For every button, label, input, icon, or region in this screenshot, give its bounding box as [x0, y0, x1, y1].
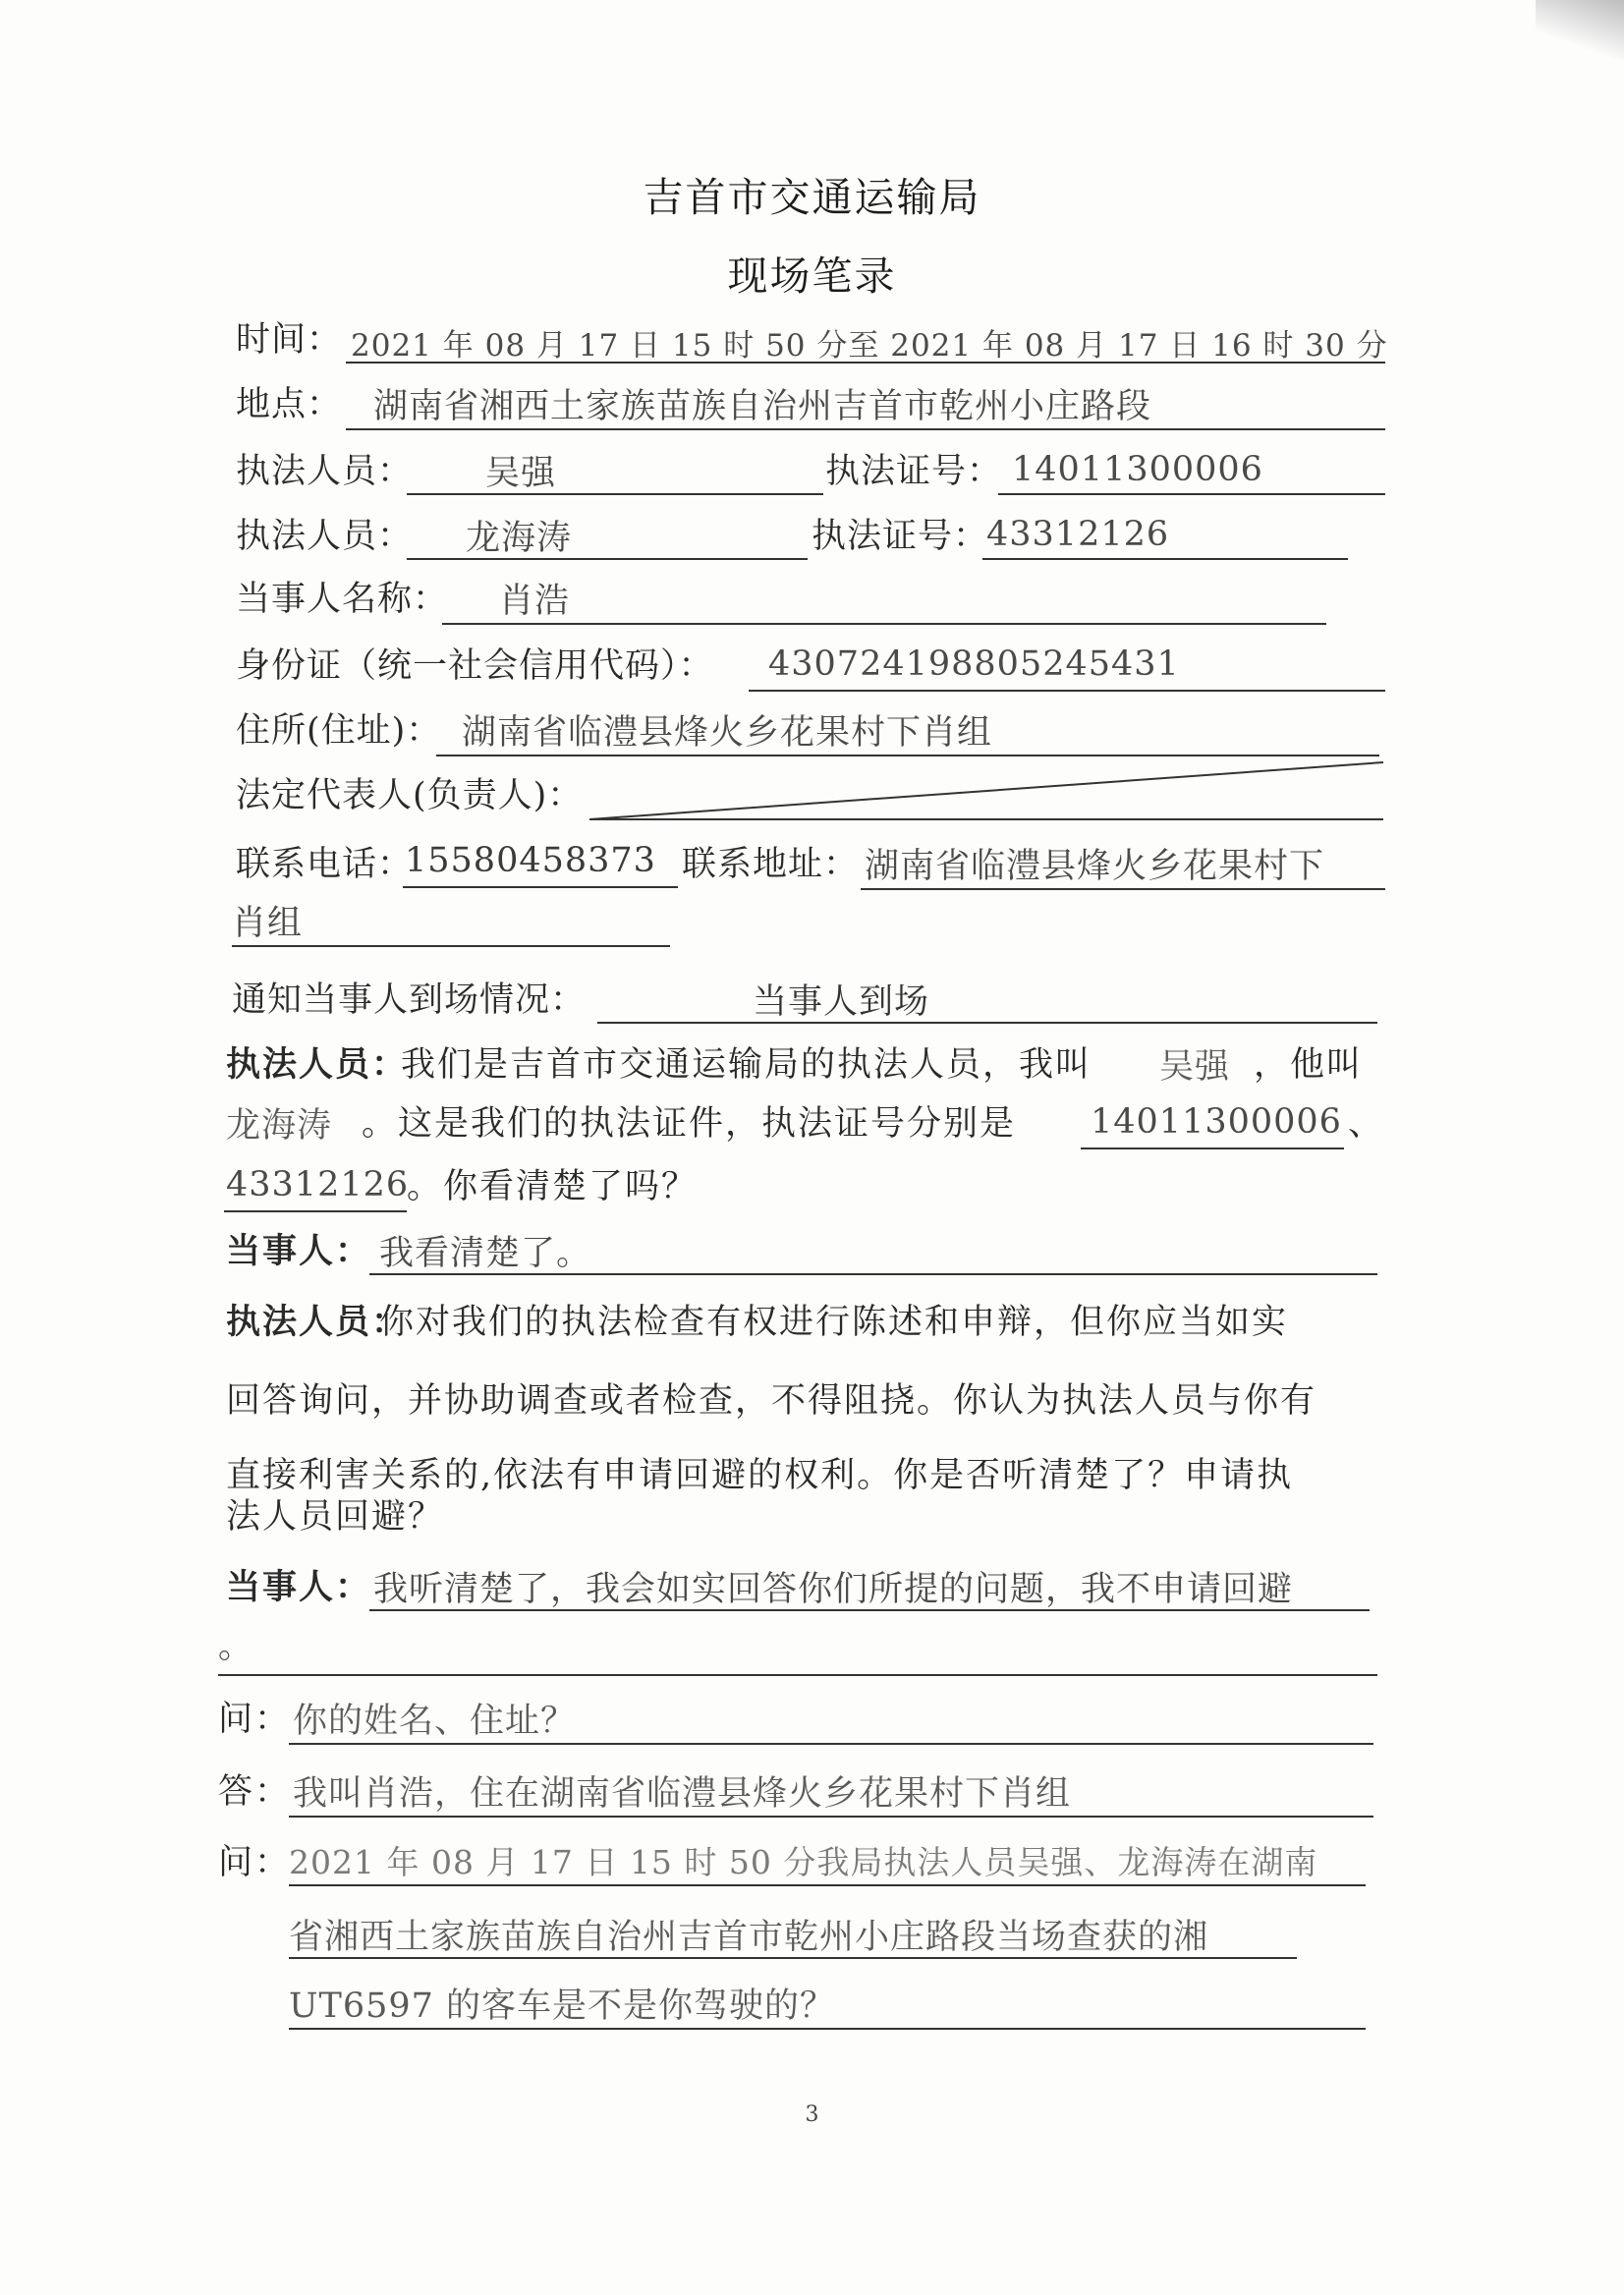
- a1-text: 我叫肖浩，住在湖南省临澧县烽火乡花果村下肖组: [293, 1774, 1072, 1814]
- time-row: [0, 312, 1624, 373]
- dialog1-text3: 。你看清楚了吗？: [407, 1167, 699, 1206]
- contact-row: [0, 837, 1624, 898]
- reply2-line2: [0, 1619, 1624, 1680]
- q2-line2: [0, 1908, 1624, 1969]
- q2-line3: [0, 1977, 1624, 2038]
- dialog2-text1: 你对我们的执法检查有权进行陈述和申辩，但你应当如实: [379, 1303, 1289, 1342]
- officer2-cert-label: 执法证号：: [812, 517, 989, 556]
- party-name-row: [0, 572, 1624, 633]
- document-title: 吉首市交通运输局: [643, 174, 981, 221]
- q2-text1: 2021 年 08 月 17 日 15 时 50 分我局执法人员吴强、龙海涛在湖南: [289, 1843, 1318, 1881]
- notify-value: 当事人到场: [753, 982, 930, 1022]
- address-row: [0, 703, 1624, 764]
- q2-text3: UT6597 的客车是不是你驾驶的？: [289, 1987, 836, 2026]
- q2-underline3: [289, 2028, 1366, 2030]
- officer1-row: [0, 444, 1624, 505]
- place-underline: [346, 428, 1385, 430]
- reply2-underline2: [218, 1674, 1377, 1676]
- phone-label: 联系电话：: [236, 845, 414, 884]
- dialog1-cert1: 14011300006: [1091, 1102, 1342, 1142]
- dialog1-text2a: 。这是我们的执法证件，执法证号分别是: [362, 1104, 1017, 1144]
- officer2-name-underline: [407, 558, 808, 560]
- reply2-speaker: 当事人：: [226, 1567, 372, 1607]
- notify-underline: [597, 1022, 1377, 1024]
- dialog1-cert2: 43312126: [226, 1165, 410, 1204]
- party-name-underline: [442, 623, 1326, 625]
- address-value: 湖南省临澧县烽火乡花果村下肖组: [462, 713, 993, 753]
- officer1-cert-underline: [998, 493, 1385, 495]
- contact-address-underline2: [232, 945, 670, 947]
- officer1-name-underline: [407, 493, 823, 495]
- dialog2-line4: [0, 1489, 1624, 1550]
- notify-label: 通知当事人到场情况：: [232, 980, 587, 1020]
- reply1-speaker: 当事人：: [226, 1231, 372, 1271]
- contact-row-continued: [0, 896, 1624, 957]
- scan-corner-shadow: [1536, 0, 1624, 59]
- phone-underline: [403, 886, 678, 888]
- contact-address-underline1: [861, 888, 1385, 890]
- party-name-value: 肖浩: [499, 582, 571, 621]
- legal-rep-row: [0, 768, 1624, 829]
- page-number: 3: [805, 2102, 819, 2127]
- q1-label: 问：: [218, 1700, 292, 1739]
- reply2-line1: [0, 1560, 1624, 1621]
- q1-row: [0, 1692, 1624, 1753]
- a1-label: 答：: [218, 1772, 292, 1812]
- a1-underline: [289, 1816, 1373, 1818]
- dialog1-officer-name1: 吴强: [1159, 1047, 1231, 1087]
- dialog1-line1: [0, 1037, 1624, 1098]
- reply2-text2: 。: [218, 1627, 254, 1666]
- reply1-text: 我看清楚了。: [379, 1234, 592, 1273]
- dialog2-speaker: 执法人员：: [226, 1302, 409, 1342]
- party-name-label: 当事人名称：: [236, 580, 449, 619]
- time-underline: [346, 362, 1385, 364]
- place-label: 地点：: [236, 385, 343, 424]
- reply2-text1: 我听清楚了，我会如实回答你们所提的问题，我不申请回避: [373, 1570, 1294, 1609]
- notify-row: [0, 973, 1624, 1034]
- dialog1-line2: [0, 1096, 1624, 1157]
- officer1-name: 吴强: [485, 454, 557, 493]
- dialog2-text4: 法人员回避？: [226, 1497, 445, 1537]
- reply2-underline1: [369, 1609, 1370, 1611]
- time-value: 2021 年 08 月 17 日 15 时 50 分至 2021 年 08 月 17 日 16 时 30 分: [351, 328, 1388, 364]
- q2-text2: 省湘西土家族苗族自治州吉首市乾州小庄路段当场查获的湘: [289, 1918, 1209, 1957]
- q2-underline2: [289, 1957, 1297, 1959]
- officer1-label: 执法人员：: [236, 452, 414, 491]
- a1-row: [0, 1764, 1624, 1825]
- phone-value: 15580458373: [405, 841, 656, 880]
- id-card-label: 身份证（统一社会信用代码）：: [236, 646, 714, 686]
- officer1-cert-label: 执法证号：: [825, 452, 1003, 491]
- officer2-label: 执法人员：: [236, 517, 414, 556]
- contact-address-label: 联系地址：: [682, 845, 860, 884]
- dialog1-speaker: 执法人员：: [226, 1044, 409, 1085]
- dialog1-line3: [0, 1159, 1624, 1220]
- dialog2-line2: [0, 1373, 1624, 1434]
- dialog2-line1: [0, 1295, 1624, 1356]
- reply1-underline: [369, 1273, 1377, 1275]
- id-card-underline: [749, 690, 1385, 692]
- dialog2-text3: 直接利害关系的,依法有申请回避的权利。你是否听清楚了？申请执: [226, 1456, 1294, 1495]
- dialog1-text1a: 我们是吉首市交通运输局的执法人员，我叫: [401, 1045, 1092, 1085]
- officer2-cert: 43312126: [986, 515, 1170, 554]
- dialog1-cert2-underline: [224, 1210, 407, 1212]
- dialog1-cert1-underline: [1081, 1148, 1344, 1149]
- contact-address-line2: 肖组: [232, 904, 304, 943]
- q2-underline1: [289, 1884, 1366, 1886]
- id-card-value: 430724198805245431: [768, 644, 1180, 684]
- officer2-cert-underline: [982, 558, 1348, 560]
- reply1-row: [0, 1224, 1624, 1285]
- id-card-row: [0, 639, 1624, 700]
- dialog2-text2: 回答询问，并协助调查或者检查，不得阻挠。你认为执法人员与你有: [226, 1381, 1317, 1421]
- legal-rep-label: 法定代表人(负责人)：: [236, 776, 584, 815]
- officer2-name: 龙海涛: [466, 519, 573, 558]
- time-label: 时间：: [236, 320, 343, 360]
- dialog1-text2b: 、: [1348, 1104, 1385, 1144]
- officer2-row: [0, 509, 1624, 570]
- q1-underline: [289, 1743, 1373, 1745]
- dialog1-text1b: ，他叫: [1254, 1045, 1364, 1085]
- q2-line1: [0, 1835, 1624, 1896]
- place-row: [0, 377, 1624, 438]
- q1-text: 你的姓名、住址？: [293, 1702, 577, 1741]
- dialog1-officer-name2: 龙海涛: [226, 1106, 333, 1146]
- document-subtitle: 现场笔录: [727, 252, 897, 300]
- officer1-cert: 14011300006: [1012, 450, 1263, 489]
- legal-rep-strike-line: [589, 758, 1385, 827]
- address-underline: [436, 755, 1379, 756]
- q2-label: 问：: [218, 1843, 292, 1882]
- contact-address-line1: 湖南省临澧县烽火乡花果村下: [865, 847, 1325, 886]
- place-value: 湖南省湘西土家族苗族自治州吉首市乾州小庄路段: [373, 387, 1152, 426]
- address-label: 住所(住址)：: [236, 711, 442, 751]
